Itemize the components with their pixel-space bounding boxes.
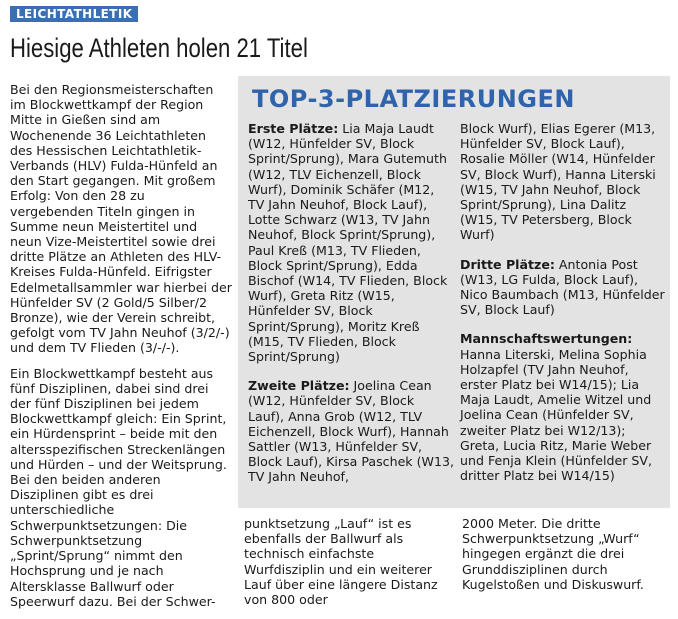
headline: Hiesige Athleten holen 21 Titel: [10, 33, 308, 63]
third-places-text: Antonia Post (W13, LG Fulda, Block Lauf), Nico Baumbach (M13, Hünfelder SV, Block Lauf): [460, 256, 665, 318]
article-paragraph-2: Ein Blockwettkampf besteht aus fünf Disziplinen, dabei sind drei der fünf Disziplinen bei jedem Blockwettkampf gleich: Ein Sprint, ein Hürdensprint – beide mit den altersspezifischen Streckenlängen und Hürden – und der Weitsprung. Bei den beiden anderen Disziplinen gibt es drei unterschiedliche Schwerpunktsetzungen: Die Schwerpunktsetzung „Sprint/Sprung“ nimmt den Hochsprung und je nach Altersklasse Ballwurf oder Speerwurf dazu. Bei der Schwer-: [10, 365, 227, 609]
results-box: [238, 76, 670, 508]
article-paragraph-4: 2000 Meter. Die dritte Schwerpunktsetzung „Wurf“ hingegen ergänzt die drei Grunddisziplinen durch Kugelstoßen und Diskuswurf.: [462, 516, 644, 592]
article-paragraph-1: Bei den Regionsmeisterschaften im Blockwettkampf der Region Mitte in Gießen sind am Wochenende 36 Leichtathleten des Hessischen Leichtathletik-Verbands (HLV) Fulda-Hünfeld an den Start gegangen. Mit großem Erfolg: Von den 28 zu vergebenden Titeln gingen in Summe neun Meistertitel und neun Vize-Meistertitel sowie drei dritte Plätze an Athleten des HLV-Kreises Fulda-Hünfeld. Eifrigster Edelmetallsammler war hierbei der Hünfelder SV (2 Gold/5 Silber/2 Bronze), wie der Verein schreibt, gefolgt vom TV Jahn Neuhof (3/2/-) und dem TV Flieden (3/-/-).: [10, 82, 232, 356]
section-kicker: LEICHTATHLETIK: [10, 6, 138, 22]
results-column-1: [248, 121, 454, 499]
second-places-label: Zweite Plätze:: [248, 378, 350, 394]
third-places-label: Dritte Plätze:: [460, 256, 555, 272]
article-column-left: [10, 82, 232, 619]
results-box-title: TOP-3-PLATZIERUNGEN: [252, 85, 575, 113]
third-places: [460, 257, 666, 318]
second-places-continued: Block Wurf), Elias Egerer (M13, Hünfelder SV, Block Lauf), Rosalie Möller (W14, Hünfelder SV, Block Wurf), Hanna Literski (W15, TV Jahn Neuhof, Block Sprint/Sprung), Lina Dalitz (W15, TV Petersberg, Block Wurf): [460, 121, 656, 243]
second-places: [248, 378, 454, 484]
article-paragraph-3: punktsetzung „Lauf“ ist es ebenfalls der Ballwurf als technisch einfachste Wurfdisziplin und ein weiterer Lauf über eine längere Distanz von 800 oder: [244, 516, 438, 608]
first-places: [248, 121, 454, 364]
team-results-text: Hanna Literski, Melina Sophia Holzapfel (TV Jahn Neuhof, erster Platz bei W14/15); Lia Maja Laudt, Amelie Witzel und Joelina Cean (Hünfelder SV, zweiter Platz bei W12/13); Greta, Lucia Ritz, Marie Weber und Fenja Klein (Hünfelder SV, dritter Platz bei W14/15): [460, 346, 653, 484]
results-column-2: [460, 121, 666, 497]
first-places-label: Erste Plätze:: [248, 121, 339, 136]
first-places-text: Lia Maja Laudt (W12, Hünfelder SV, Block Sprint/Sprung), Mara Gutemuth (W12, TLV Eichenzell, Block Wurf), Dominik Schäfer (M12, TV Jahn Neuhof, Block Lauf), Lotte Schwarz (W13, TV Jahn Neuhof, Block Sprint/Sprung), Paul Kreß (M13, TV Flieden, Block Sprint/Sprung), Edda Bischof (W14, TV Flieden, Block Wurf), Greta Ritz (W15, Hünfelder SV, Block Sprint/Sprung), Moritz Kreß (M15, TV Flieden, Block Sprint/Sprung): [248, 121, 448, 365]
team-results: [460, 331, 666, 483]
second-places-text: Joelina Cean (W12, Hünfelder SV, Block Lauf), Anna Grob (W12, TLV Eichenzell, Block Wurf), Hannah Sattler (W13, Hünfelder SV, Block Lauf), Kirsa Paschek (W13, TV Jahn Neuhof,: [248, 378, 455, 485]
team-results-label: Mannschaftswertungen:: [460, 331, 633, 347]
